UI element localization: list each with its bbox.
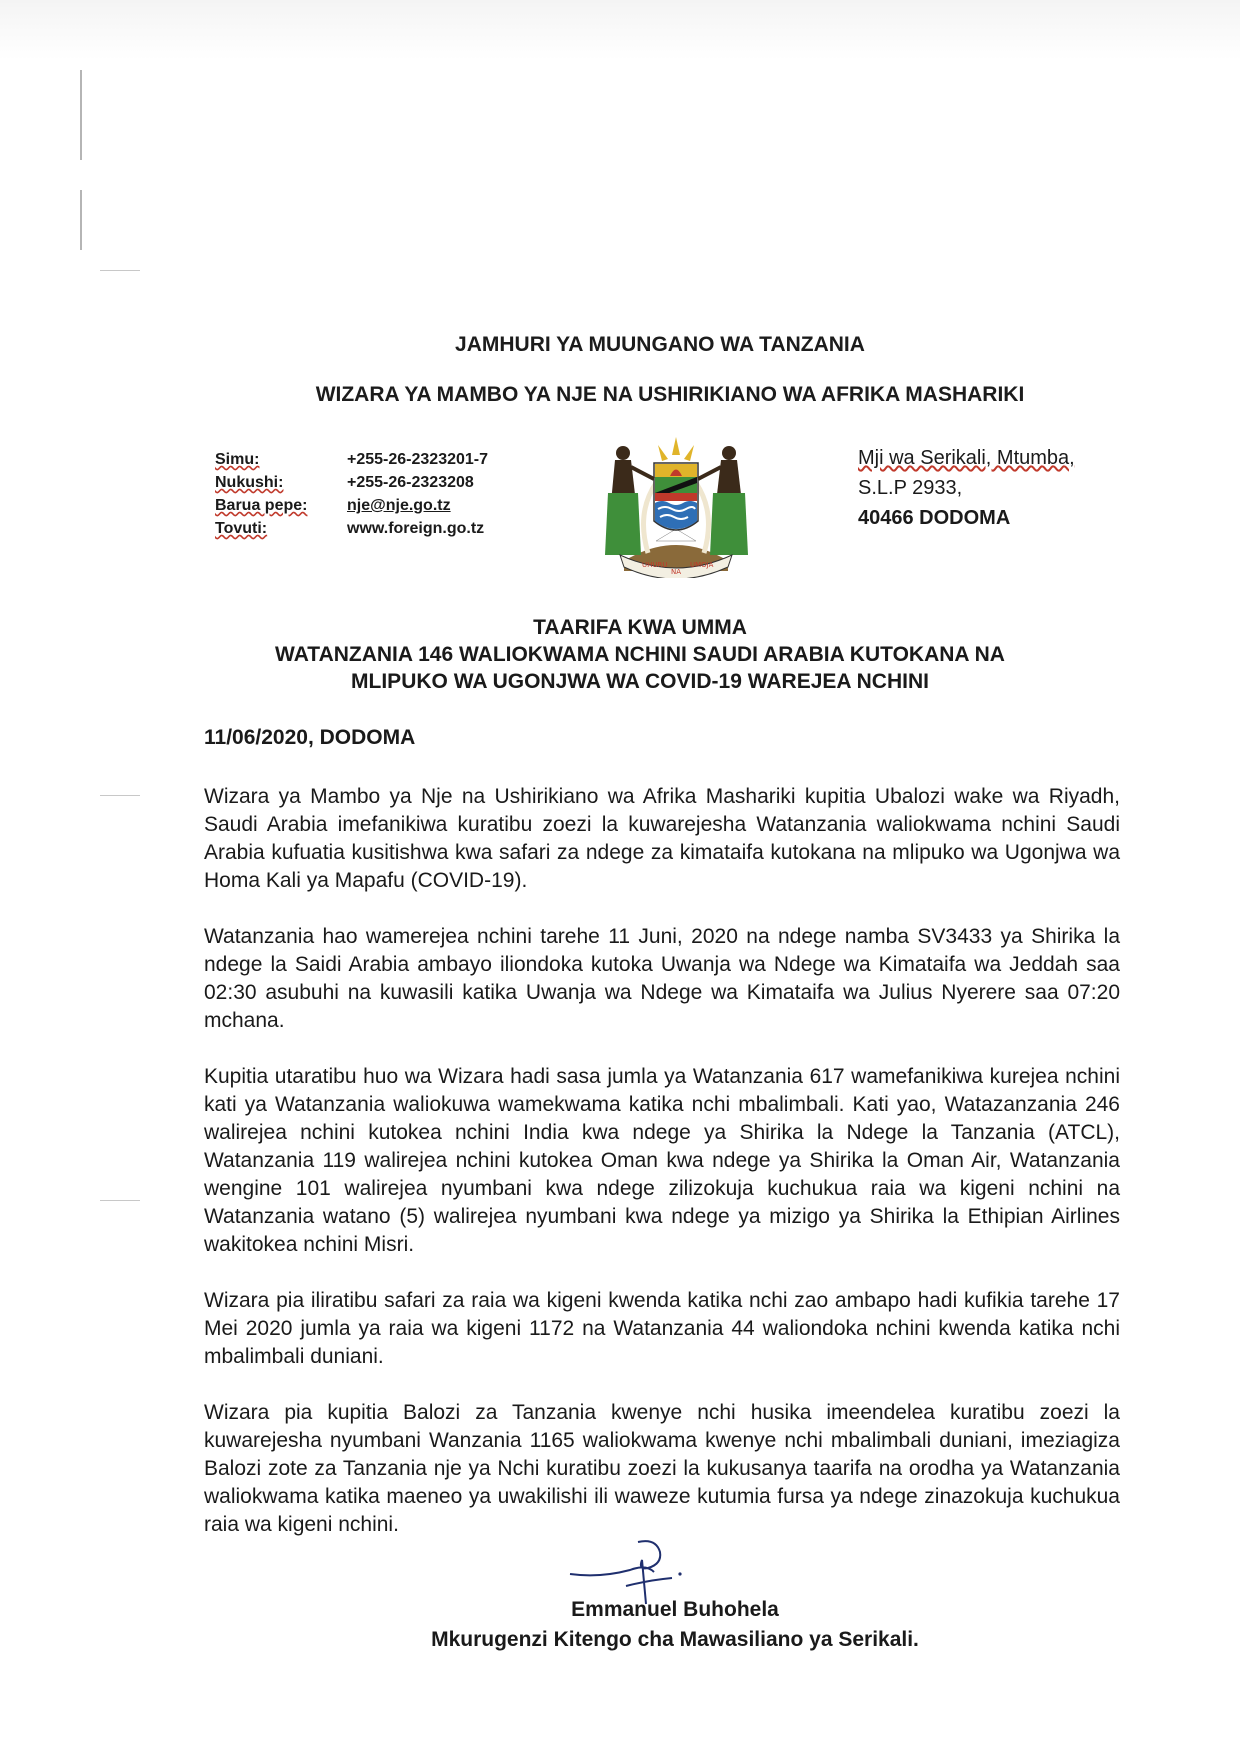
contact-value: +255-26-2323208 — [347, 474, 474, 491]
scan-margin-mark — [80, 70, 82, 160]
body-paragraph: Kupitia utaratibu huo wa Wizara hadi sasa jumla ya Watanzania 617 wamefanikiwa kurejea nchini kati ya Watanzania waliokuwa wamekwama katika nchi mbalimbali. Kati yao, Watazanzania 246 walirejea nchini kutokea nchini India kwa ndege ya Shirika la Ndege la Tanzania (ATCL), Watanzania 119 walirejea nchini kutokea Oman kwa ndege ya Shirika la Oman Air, Watanzania wengine 101 walirejea nyumbani kwa ndege zilizokuja kuchukua raia wa kigeni nchini na Watanzania watano (5) walirejea nyumbani kwa ndege ya mizigo ya Shirika la Ethipian Airlines wakitokea nchini Misri. — [204, 1065, 1120, 1256]
emblem-man-arm — [631, 467, 654, 479]
body-paragraph: Watanzania hao wamerejea nchini tarehe 11 Juni, 2020 na ndege namba SV3433 ya Shirika la ndege la Saidi Arabia ambayo iliondoka kutoka Uwanja wa Ndege wa Kimataifa wa Jeddah saa 02:30 asubuhi na kuwasili katika Uwanja wa Ndege wa Kimataifa wa Julius Nyerere saa 07:20 mchana. — [204, 925, 1120, 1032]
address-line-2: S.L.P 2933, — [858, 477, 963, 499]
contact-row-email — [215, 494, 488, 517]
scan-margin-dash — [100, 1200, 140, 1201]
contact-row-fax — [215, 471, 488, 494]
contact-block — [215, 448, 488, 540]
emblem-man-garment — [605, 493, 641, 555]
notice-heading — [0, 614, 1240, 695]
contact-row-website — [215, 517, 488, 540]
emblem-snowcap — [656, 529, 696, 541]
body-paragraph: Wizara ya Mambo ya Nje na Ushirikiano wa Afrika Mashariki kupitia Ubalozi wake wa Riyadh, Saudi Arabia imefanikiwa kuratibu zoezi la kuwarejesha Watanzania waliokwama nchini Saudi Arabia kufuatia kusitishwa kwa safari za ndege za kimataifa kutokana na mlipuko wa Ugonjwa wa Homa Kali ya Mapafu (COVID-19). — [204, 785, 1120, 892]
address-line-1: Mji wa Serikali, Mtumba, — [858, 447, 1075, 469]
address-line-3: 40466 DODOMA — [858, 507, 1011, 529]
emblem-woman-head — [722, 446, 736, 460]
scan-top-edge — [0, 0, 1240, 60]
emblem-motto-center: NA — [671, 568, 682, 576]
signature-stroke — [626, 1578, 672, 1586]
emblem-ray — [672, 437, 680, 455]
emblem-ray — [658, 445, 668, 461]
scan-margin-dash — [100, 795, 140, 796]
signature-stroke — [638, 1541, 660, 1604]
emblem-woman-garment — [710, 493, 748, 555]
emblem-motto-right: UMOJA — [690, 561, 714, 569]
notice-body — [204, 783, 1120, 1567]
emblem-shield-red — [655, 493, 697, 501]
emblem-woman-arm — [698, 467, 721, 479]
notice-title-line-2: MLIPUKO WA UGONJWA WA COVID-19 WAREJEA NCHINI — [351, 670, 929, 693]
contact-label: Simu: — [215, 451, 260, 468]
emblem-ray — [684, 445, 694, 461]
emblem-motto-left: UHURU — [642, 561, 668, 569]
contact-label: Tovuti: — [215, 520, 268, 537]
dateline: 11/06/2020, DODOMA — [204, 726, 416, 749]
coat-of-arms-icon — [596, 433, 756, 578]
emblem-shield-waves — [655, 501, 697, 529]
emblem-man-head — [616, 446, 630, 460]
notice-title-line-1: WATANZANIA 146 WALIOKWAMA NCHINI SAUDI ARABIA KUTOKANA NA — [275, 643, 1005, 666]
signature-dot — [678, 1572, 681, 1575]
body-paragraph: Wizara pia kupitia Balozi za Tanzania kwenye nchi husika imeendelea kuratibu zoezi la kuwarejesha nyumbani Wanzania 1165 waliokwama kwenye nchi mbalimbali duniani, imeziagiza Balozi zote za Tanzania nje ya Nchi kuratibu zoezi la kukusanya taarifa na orodha ya Watanzania waliokwama katika maeneo ya uwakilishi ili waweze kutumia fursa ya ndege zinazokuja kuchukua raia wa kigeni nchini. — [204, 1401, 1120, 1536]
notice-kind: TAARIFA KWA UMMA — [533, 616, 747, 639]
contact-row-phone — [215, 448, 488, 471]
scan-margin-mark — [80, 190, 82, 250]
contact-email-link[interactable]: nje@nje.go.tz — [347, 497, 451, 514]
handwritten-signature-icon — [560, 1534, 720, 1606]
signatory-title: Mkurugenzi Kitengo cha Mawasiliano ya Serikali. — [431, 1628, 919, 1651]
signatory-name: Emmanuel Buhohela — [571, 1598, 779, 1621]
body-paragraph: Wizara pia iliratibu safari za raia wa kigeni kwenda katika nchi zao ambapo hadi kufikia tarehe 17 Mei 2020 jumla ya raia wa kigeni 1172 na Watanzania 44 waliondoka nchini kwenda katika nchi mbalimbali duniani. — [204, 1289, 1120, 1368]
signature-stroke — [570, 1567, 654, 1575]
country-title: JAMHURI YA MUUNGANO WA TANZANIA — [455, 333, 865, 356]
contact-website-link[interactable]: www.foreign.go.tz — [347, 520, 485, 537]
ministry-title: WIZARA YA MAMBO YA NJE NA USHIRIKIANO WA AFRIKA MASHARIKI — [315, 383, 1025, 406]
scan-margin-dash — [100, 270, 140, 271]
address-block — [858, 443, 1075, 533]
contact-value: +255-26-2323201-7 — [347, 451, 489, 468]
contact-label: Nukushi: — [215, 474, 284, 491]
contact-label: Barua pepe: — [215, 497, 308, 514]
